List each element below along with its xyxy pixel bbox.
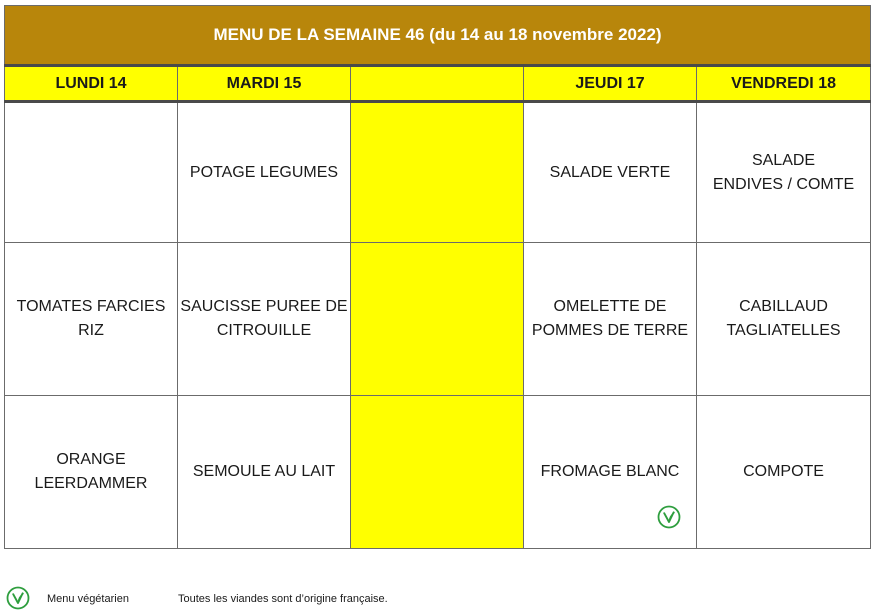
dessert-tuesday-text: SEMOULE AU LAIT: [192, 463, 336, 480]
main-course-row: [5, 243, 871, 396]
main-thursday: [524, 243, 697, 396]
day-header-tuesday: MARDI 15: [178, 66, 351, 102]
starter-row: [5, 102, 871, 243]
dessert-row: [5, 396, 871, 549]
main-friday: [697, 243, 871, 396]
day-header-wednesday: [351, 66, 524, 102]
starter-friday-text: SALADE ENDIVES / COMTE: [712, 151, 855, 193]
starter-tuesday-text: POTAGE LEGUMES: [189, 163, 339, 181]
vegetarian-leaf-icon: [657, 505, 681, 529]
legend: [6, 584, 866, 612]
dessert-monday: [5, 396, 178, 549]
main-wednesday: [351, 243, 524, 396]
starter-thursday-text: SALADE VERTE: [549, 163, 671, 181]
day-header-thursday: JEUDI 17: [524, 66, 697, 102]
dessert-wednesday: [351, 396, 524, 549]
starter-friday: [697, 102, 871, 243]
starter-monday: [5, 102, 178, 243]
main-monday: [5, 243, 178, 396]
menu-title: MENU DE LA SEMAINE 46 (du 14 au 18 novembre 2022): [5, 6, 871, 66]
day-header-friday: VENDREDI 18: [697, 66, 871, 102]
dessert-thursday-text: FROMAGE BLANC: [540, 463, 680, 480]
starter-tuesday: [178, 102, 351, 243]
main-tuesday: [178, 243, 351, 396]
starter-wednesday: [351, 102, 524, 243]
main-friday-text: CABILLAUD TAGLIATELLES: [726, 298, 841, 339]
dessert-thursday: [524, 396, 697, 549]
weekly-menu-table: [4, 5, 871, 549]
dessert-monday-text: ORANGE LEERDAMMER: [34, 451, 148, 492]
main-tuesday-text: SAUCISSE PUREE DE CITROUILLE: [180, 298, 348, 339]
dessert-friday-text: COMPOTE: [743, 463, 824, 480]
dessert-tuesday: [178, 396, 351, 549]
legend-vegetarian-label: Menu végétarien: [47, 593, 129, 605]
vegetarian-leaf-icon: [6, 586, 30, 610]
starter-thursday: [524, 102, 697, 243]
title-row: [5, 6, 871, 66]
legend-origin-note: Toutes les viandes sont d’origine française.: [178, 593, 388, 605]
day-header-monday: LUNDI 14: [5, 66, 178, 102]
main-monday-text: TOMATES FARCIES RIZ: [16, 298, 166, 339]
main-thursday-text: OMELETTE DE POMMES DE TERRE: [531, 298, 689, 339]
day-header-row: [5, 66, 871, 102]
dessert-friday: [697, 396, 871, 549]
